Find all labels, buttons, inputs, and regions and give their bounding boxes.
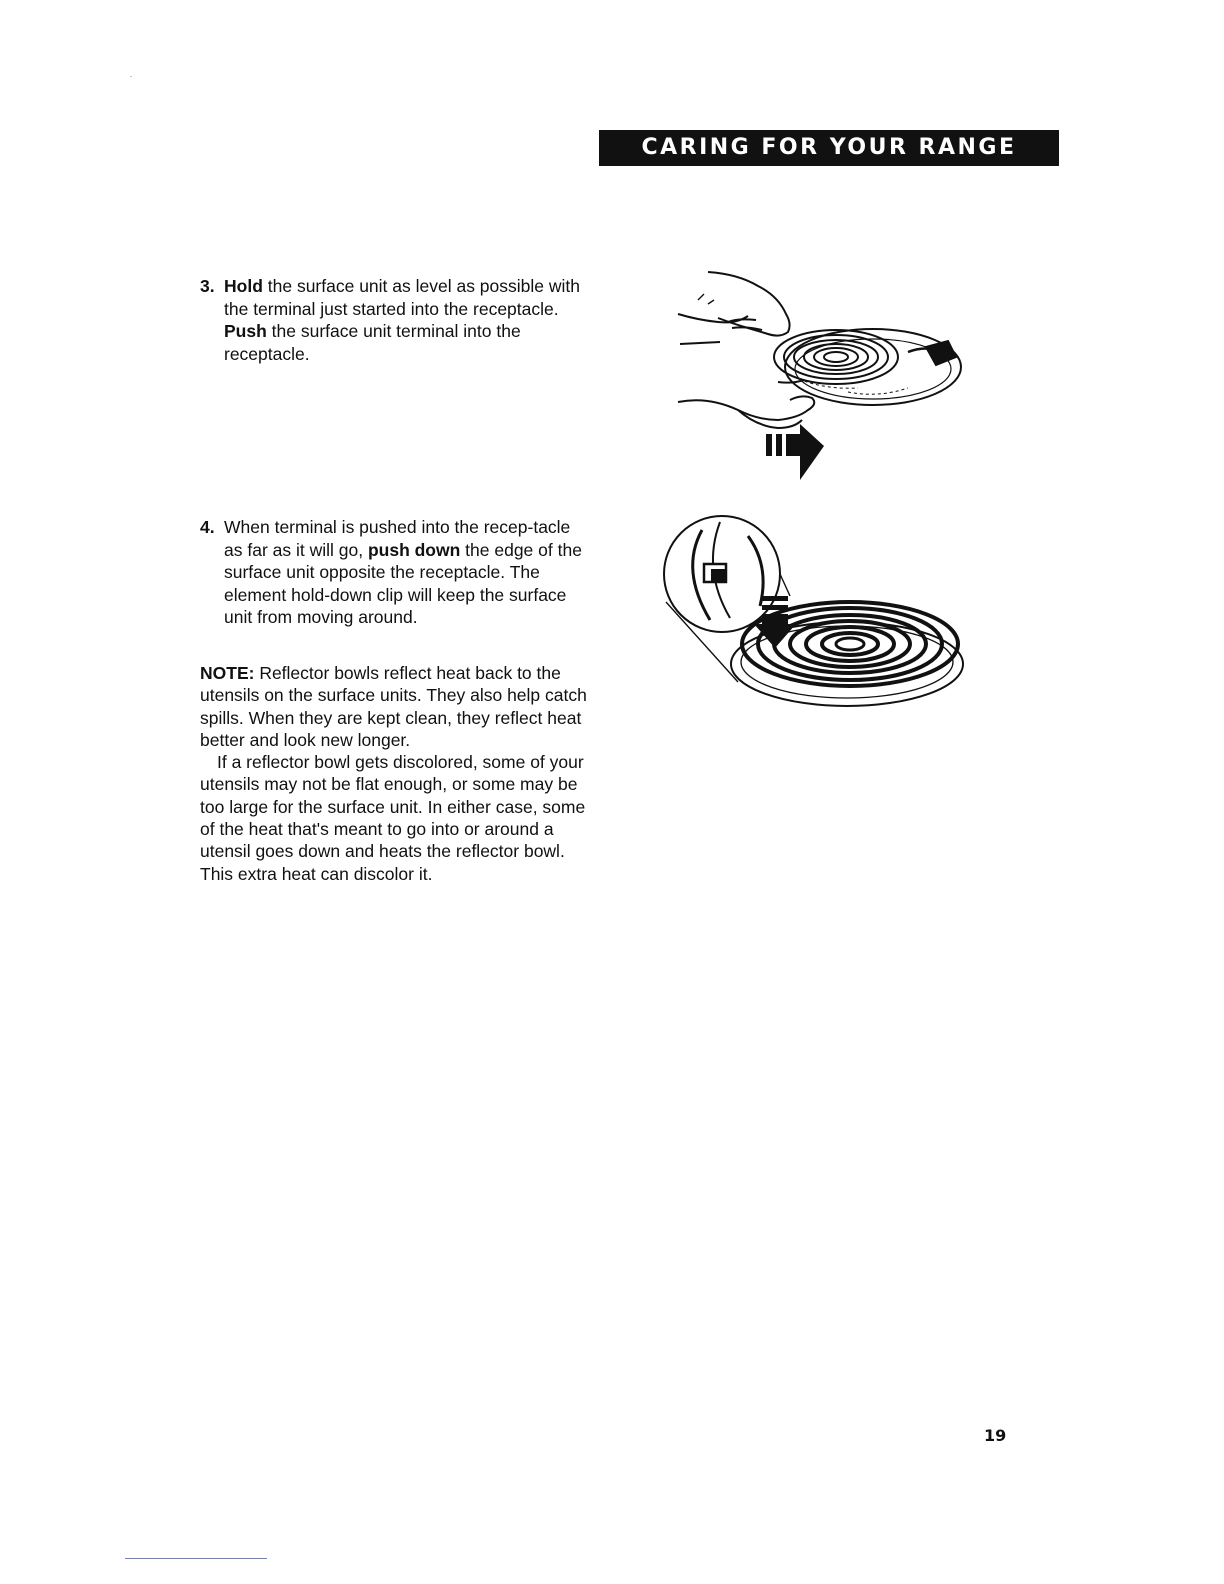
note-paragraph-2: If a reflector bowl gets discolored, some of your utensils may not be flat enough, or some may be too large for the surface unit. In either case, some of the heat that's meant to go into or around a utensil goes down and heats the reflector bowl. This extra heat can discolor it. (200, 752, 586, 884)
scan-speck (130, 76, 132, 77)
step-text (224, 275, 592, 365)
hands-inserting-surface-unit-icon (668, 262, 968, 482)
page-number: 19 (984, 1426, 1007, 1445)
surface-unit-pushed-down-icon (662, 512, 972, 722)
note-paragraph-1 (200, 662, 592, 751)
step-text-segment: the surface unit as level as possible with the terminal just started into the receptacle. (224, 276, 581, 319)
footer-rule (125, 1558, 267, 1559)
note-text: Reflector bowls reflect heat back to the utensils on the surface units. They also help catch spills. When they are kept clean, they reflect heat better and look new longer. (200, 663, 587, 750)
section-title-banner: CARING FOR YOUR RANGE (599, 130, 1059, 166)
step-number: 4. (200, 517, 215, 537)
emphasis-push: Push (224, 321, 267, 341)
step-text-segment: the edge of the surface unit opposite the receptacle. The element hold-down clip will keep the surface unit from moving around. (224, 539, 582, 627)
emphasis-push-down: push down (367, 539, 461, 560)
emphasis-hold: Hold (224, 276, 263, 296)
step-number: 3. (200, 276, 215, 296)
step-text-segment: When terminal is pushed into the recep-tacle as far as it will go, (224, 517, 571, 560)
note-label: NOTE: (200, 663, 255, 683)
step-4 (200, 516, 592, 629)
step-text (224, 516, 592, 629)
step-3 (200, 275, 592, 365)
step-text-segment: the surface unit terminal into the receptacle. (224, 321, 521, 364)
reflector-bowl-note (200, 662, 592, 885)
